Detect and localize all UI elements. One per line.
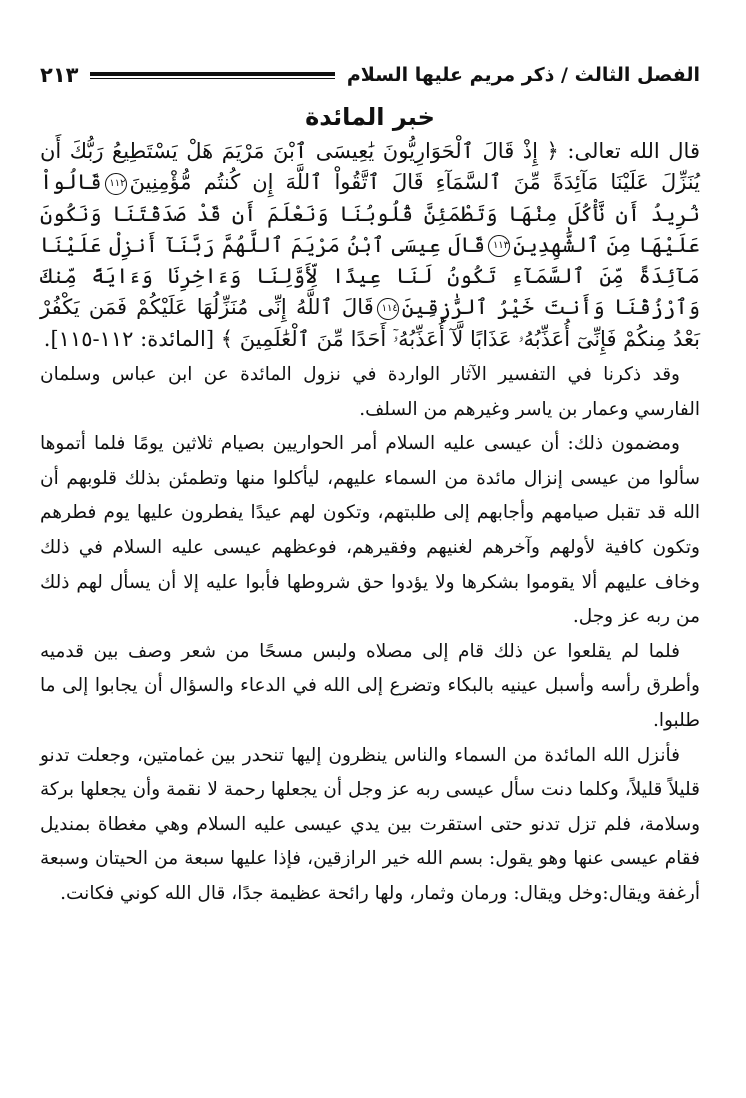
paragraph-summary: ومضمون ذلك: أن عيسى عليه السلام أمر الحواريين بصيام ثلاثين يومًا فلما أتموها سألوا من عيسى إنزال مائدة من السماء عليهم، ليأكلوا منها وتطمئن بذلك قلوبهم أن الله قد تقبل صيامهم وأجابهم إلى طلبتهم، وتكون لهم عيدًا يفطرون عليها يوم فطرهم وتكون كافية لأولهم وآخرهم لغنيهم وفقيرهم، فوعظهم عيسى عليه السلام في ذلك وخاف عليهم ألا يقوموا بشكرها ولا يؤدوا حق شروطها فأبوا عليه إلا أن يسأل لهم ذلك من ربه عز وجل. [40, 433, 700, 628]
header-rule [90, 72, 334, 79]
quran-intro: قال الله تعالى: ﴿ إِذْ قَالَ ٱلْحَوَارِيُّونَ يَٰعِيسَى ٱبْنَ مَرْيَمَ هَلْ يَسْتَطِيعُ رَبُّكَ أَن يُنَزِّلَ عَلَيْنَا مَآئِدَةً مِّنَ ٱلسَّمَآءِ قَالَ ٱتَّقُواْ ٱللَّهَ إِن كُنتُم مُّؤْمِنِينَ [40, 139, 700, 195]
section-title: خبر المائدة [305, 103, 435, 131]
quran-verse-114-text: قَالَ عِيسَى ٱبْنُ مَرْيَمَ ٱللَّهُمَّ رَبَّنَآ أَنزِلْ عَلَيْنَا مَآئِدَةً مِّنَ ٱلسَّمَآءِ تَكُونُ لَنَا عِيدًا لِّأَوَّلِنَا وَءَاخِرِنَا وَءَايَةً مِّنكَ وَٱرْزُقْنَا وَأَنتَ خَيْرُ ٱلرَّٰزِقِينَ [40, 232, 700, 320]
quran-verse-115-text: قَالَ ٱللَّهُ إِنِّى مُنَزِّلُهَا عَلَيْكُمْ فَمَن يَكْفُرْ بَعْدُ مِنكُمْ فَإِنِّىٓ أُعَذِّبُهُۥ عَذَابًا لَّآ أُعَذِّبُهُۥٓ أَحَدًا مِّنَ ٱلْعَٰلَمِينَ ﴾ [40, 295, 700, 351]
quran-passage [40, 136, 700, 355]
quran-citation: [المائدة: ١١٢-١١٥]. [43, 326, 215, 351]
chapter-title: الفصل الثالث / ذكر مريم عليها السلام [346, 64, 700, 86]
quran-verse-113-text: قَالُواْ نُرِيدُ أَن نَّأْكُلَ مِنْهَا وَتَطْمَئِنَّ قُلُوبُنَا وَنَعْلَمَ أَن قَدْ صَدَقْتَنَا وَنَكُونَ عَلَيْهَا مِنَ ٱلشَّٰهِدِينَ [40, 170, 700, 257]
verse-end-marker: ١١٣ [488, 235, 510, 257]
page-number: ٢١٣ [40, 63, 79, 87]
verse-end-marker: ١١٢ [105, 173, 127, 195]
paragraph-prayer: فلما لم يقلعوا عن ذلك قام إلى مصلاه ولبس مسحًا من شعر وصف بين قدميه وأطرق رأسه وأسبل عينيه بالبكاء وتضرع إلى الله في الدعاء والسؤال أن يجابوا إلى ما طلبوا. [40, 640, 700, 732]
paragraph-tafsir-reference: وقد ذكرنا في التفسير الآثار الواردة في نزول المائدة عن ابن عباس وسلمان الفارسي وعمار بن ياسر وغيرهم من السلف. [40, 364, 700, 420]
verse-end-marker: ١١٤ [377, 298, 399, 320]
paragraph-descent: فأنزل الله المائدة من السماء والناس ينظرون إليها تنحدر بين غمامتين، وجعلت تدنو قليلاً قليلاً، وكلما دنت سأل عيسى ربه عز وجل أن يجعلها رحمة لا نقمة وأن يجعلها بركة وسلامة، فلم تزل تدنو حتى استقرت بين يدي عيسى عليه السلام وهي مغطاة بمنديل فقام عيسى عنها وهو يقول: بسم الله خير الرازقين، فإذا عليها سبعة من الحيتان وسبعة أرغفة ويقال:وخل ويقال: ورمان وثمار، ولها رائحة عظيمة جدًا، قال الله كوني فكانت. [40, 744, 700, 904]
book-page [40, 58, 700, 1078]
running-header [40, 58, 700, 92]
